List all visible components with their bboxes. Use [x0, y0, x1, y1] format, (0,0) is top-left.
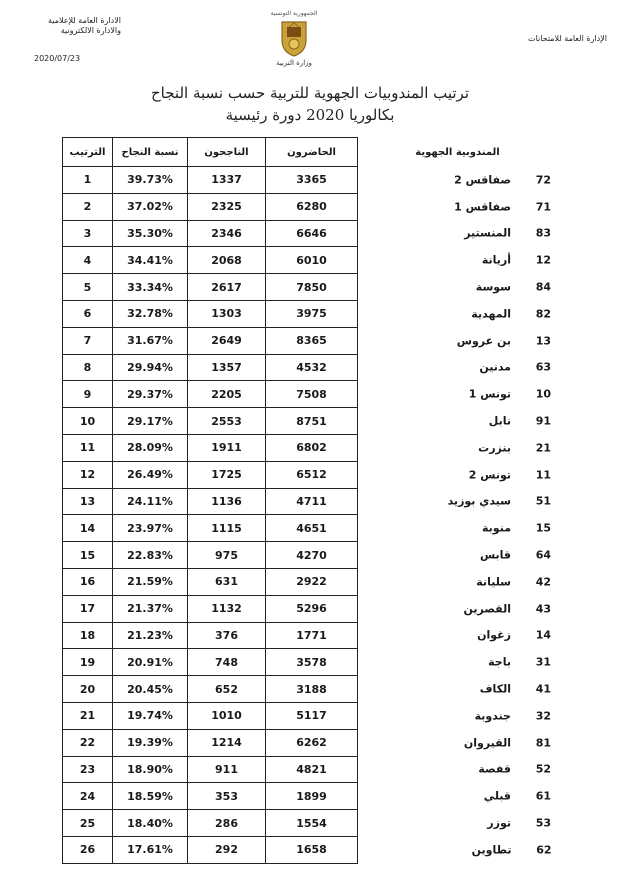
col-header-present: الحاضرون: [266, 138, 358, 167]
region-name: قفصة: [478, 762, 511, 776]
cell-rate: 17.61%: [113, 836, 188, 863]
region-name: نابل: [488, 414, 511, 428]
cell-rank: 13: [63, 488, 113, 515]
cell-rate: 19.39%: [113, 729, 188, 756]
cell-region: [358, 568, 558, 595]
cell-passed: 2205: [188, 381, 266, 408]
cell-region: [358, 327, 558, 354]
table-header-row: [63, 138, 558, 167]
cell-region: [358, 434, 558, 461]
cell-region: [358, 595, 558, 622]
cell-present: 1658: [266, 836, 358, 863]
emblem-icon: [276, 18, 312, 58]
document-date: 2020/07/23: [34, 54, 81, 63]
cell-present: 7508: [266, 381, 358, 408]
cell-present: 3578: [266, 649, 358, 676]
cell-region: [358, 247, 558, 274]
cell-rate: 31.67%: [113, 327, 188, 354]
table-row: [63, 247, 558, 274]
col-header-rate: نسبة النجاح: [113, 138, 188, 167]
region-name: بن عروس: [456, 334, 511, 348]
table-row: [63, 488, 558, 515]
region-code: 81: [535, 736, 551, 750]
region-name: باجة: [488, 655, 511, 669]
table-row: [63, 220, 558, 247]
region-code: 14: [535, 628, 551, 642]
region-code: 83: [535, 226, 551, 240]
region-name: تطاوين: [471, 843, 512, 857]
cell-passed: 2617: [188, 274, 266, 301]
region-code: 41: [535, 682, 551, 696]
cell-rate: 20.91%: [113, 649, 188, 676]
region-name: قابس: [479, 548, 511, 562]
cell-rank: 14: [63, 515, 113, 542]
cell-rank: 5: [63, 274, 113, 301]
cell-rate: 32.78%: [113, 300, 188, 327]
cell-region: [358, 836, 558, 863]
cell-passed: 2325: [188, 193, 266, 220]
cell-present: 6512: [266, 461, 358, 488]
cell-rank: 11: [63, 434, 113, 461]
cell-present: 6262: [266, 729, 358, 756]
col-header-rank: الترتيب: [63, 138, 113, 167]
region-code: 43: [535, 602, 551, 616]
cell-rank: 9: [63, 381, 113, 408]
table-body: [63, 167, 558, 864]
cell-region: [358, 756, 558, 783]
cell-rate: 21.37%: [113, 595, 188, 622]
cell-passed: 911: [188, 756, 266, 783]
table-row: [63, 649, 558, 676]
cell-rank: 4: [63, 247, 113, 274]
cell-rate: 39.73%: [113, 167, 188, 194]
cell-rate: 29.37%: [113, 381, 188, 408]
table-row: [63, 300, 558, 327]
cell-passed: 1303: [188, 300, 266, 327]
col-header-region: المندوبية الجهوية: [415, 146, 500, 158]
cell-rank: 8: [63, 354, 113, 381]
cell-rate: 21.23%: [113, 622, 188, 649]
cell-present: 6280: [266, 193, 358, 220]
table-row: [63, 193, 558, 220]
cell-present: 8365: [266, 327, 358, 354]
logo-caption: وزارة التربية: [276, 59, 312, 67]
cell-rate: 26.49%: [113, 461, 188, 488]
cell-rate: 22.83%: [113, 542, 188, 569]
region-code: 11: [535, 468, 551, 482]
region-code: 62: [536, 843, 552, 857]
cell-rank: 20: [63, 676, 113, 703]
cell-present: 4711: [266, 488, 358, 515]
table-row: [63, 622, 558, 649]
cell-passed: 2649: [188, 327, 266, 354]
cell-passed: 1337: [188, 167, 266, 194]
region-name: المنستير: [464, 226, 511, 240]
cell-region: [358, 542, 558, 569]
cell-rank: 3: [63, 220, 113, 247]
cell-rank: 2: [63, 193, 113, 220]
cell-rate: 33.34%: [113, 274, 188, 301]
ministry-logo: [264, 10, 324, 80]
cell-rank: 16: [63, 568, 113, 595]
cell-rate: 34.41%: [113, 247, 188, 274]
cell-present: 1899: [266, 783, 358, 810]
cell-rate: 23.97%: [113, 515, 188, 542]
table-row: [63, 327, 558, 354]
region-code: 84: [535, 280, 551, 294]
region-code: 12: [535, 253, 551, 267]
cell-rank: 17: [63, 595, 113, 622]
region-name: بنزرت: [478, 441, 511, 455]
cell-rate: 29.94%: [113, 354, 188, 381]
logo-top-text: الجمهورية التونسية: [270, 10, 318, 17]
cell-rank: 22: [63, 729, 113, 756]
cell-region: [358, 300, 558, 327]
cell-passed: 652: [188, 676, 266, 703]
cell-present: 5117: [266, 702, 358, 729]
table-row: [63, 167, 558, 194]
table-row: [63, 810, 558, 837]
cell-present: 4532: [266, 354, 358, 381]
region-name: مدنين: [479, 360, 511, 374]
cell-region: [358, 220, 558, 247]
table-row: [63, 542, 558, 569]
region-code: 52: [535, 762, 551, 776]
cell-rank: 21: [63, 702, 113, 729]
exams-directorate: الإدارة العامة للامتحانات: [528, 34, 607, 43]
table-row: [63, 756, 558, 783]
cell-rate: 24.11%: [113, 488, 188, 515]
issuer-block: [16, 16, 121, 36]
cell-rank: 25: [63, 810, 113, 837]
cell-present: 6646: [266, 220, 358, 247]
cell-region: [358, 810, 558, 837]
region-name: سليانة: [476, 575, 511, 589]
cell-present: 6802: [266, 434, 358, 461]
cell-region: [358, 461, 558, 488]
region-code: 42: [535, 575, 551, 589]
cell-rate: 35.30%: [113, 220, 188, 247]
cell-region: [358, 381, 558, 408]
cell-region: [358, 702, 558, 729]
region-code: 21: [535, 441, 551, 455]
cell-rate: 20.45%: [113, 676, 188, 703]
region-code: 63: [535, 360, 551, 374]
region-code: 71: [535, 200, 551, 214]
cell-passed: 292: [188, 836, 266, 863]
region-code: 72: [535, 173, 551, 187]
cell-rate: 18.40%: [113, 810, 188, 837]
cell-rate: 18.59%: [113, 783, 188, 810]
cell-region: [358, 408, 558, 435]
cell-rate: 29.17%: [113, 408, 188, 435]
table-row: [63, 595, 558, 622]
cell-present: 3975: [266, 300, 358, 327]
region-name: أريانة: [481, 253, 511, 267]
region-code: 51: [535, 494, 551, 508]
cell-passed: 1725: [188, 461, 266, 488]
region-code: 31: [535, 655, 551, 669]
cell-region: [358, 676, 558, 703]
region-code: 53: [535, 816, 551, 830]
cell-rank: 18: [63, 622, 113, 649]
table-row: [63, 729, 558, 756]
cell-passed: 1214: [188, 729, 266, 756]
cell-region: [358, 729, 558, 756]
table-row: [63, 434, 558, 461]
page-title: ترتيب المندوبيات الجهوية للتربية حسب نسبة النجاح: [150, 84, 470, 102]
region-name: توزر: [487, 816, 511, 830]
cell-rank: 1: [63, 167, 113, 194]
cell-rank: 24: [63, 783, 113, 810]
cell-region: [358, 783, 558, 810]
cell-rate: 19.74%: [113, 702, 188, 729]
cell-present: 4651: [266, 515, 358, 542]
cell-rank: 7: [63, 327, 113, 354]
cell-present: 1554: [266, 810, 358, 837]
page-subtitle: بكالوريا 2020 دورة رئيسية: [225, 106, 395, 124]
cell-present: 5296: [266, 595, 358, 622]
cell-present: 1771: [266, 622, 358, 649]
cell-passed: 1357: [188, 354, 266, 381]
cell-passed: 975: [188, 542, 266, 569]
cell-present: 8751: [266, 408, 358, 435]
cell-region: [358, 622, 558, 649]
table-row: [63, 568, 558, 595]
cell-passed: 1911: [188, 434, 266, 461]
cell-rank: 6: [63, 300, 113, 327]
cell-present: 6010: [266, 247, 358, 274]
cell-rank: 12: [63, 461, 113, 488]
region-name: القصرين: [463, 602, 511, 616]
region-name: صفاقس 2: [454, 173, 511, 187]
region-code: 91: [535, 414, 551, 428]
cell-rate: 18.90%: [113, 756, 188, 783]
region-name: قبلي: [483, 789, 511, 803]
cell-region: [358, 167, 558, 194]
cell-region: [358, 193, 558, 220]
region-name: زغوان: [477, 628, 511, 642]
table-row: [63, 408, 558, 435]
region-name: المهدية: [471, 307, 511, 321]
region-code: 13: [535, 334, 551, 348]
region-name: سيدي بوزيد: [447, 494, 511, 508]
table-row: [63, 515, 558, 542]
region-code: 15: [535, 521, 551, 535]
cell-present: 2922: [266, 568, 358, 595]
region-code: 82: [535, 307, 551, 321]
cell-rank: 26: [63, 836, 113, 863]
cell-region: [358, 354, 558, 381]
table-row: [63, 461, 558, 488]
table-row: [63, 381, 558, 408]
region-code: 10: [535, 387, 551, 401]
ranking-table: [62, 137, 558, 864]
cell-region: [358, 649, 558, 676]
table-row: [63, 676, 558, 703]
cell-present: 4821: [266, 756, 358, 783]
region-name: سوسة: [475, 280, 511, 294]
cell-passed: 376: [188, 622, 266, 649]
cell-present: 3188: [266, 676, 358, 703]
region-name: الكاف: [479, 682, 511, 696]
cell-passed: 1115: [188, 515, 266, 542]
cell-passed: 748: [188, 649, 266, 676]
cell-passed: 2346: [188, 220, 266, 247]
table-row: [63, 702, 558, 729]
cell-rank: 15: [63, 542, 113, 569]
cell-rate: 21.59%: [113, 568, 188, 595]
cell-passed: 2553: [188, 408, 266, 435]
cell-rank: 10: [63, 408, 113, 435]
cell-present: 3365: [266, 167, 358, 194]
cell-rate: 28.09%: [113, 434, 188, 461]
cell-passed: 1136: [188, 488, 266, 515]
region-name: تونس 2: [468, 468, 511, 482]
region-code: 61: [535, 789, 551, 803]
table-row: [63, 783, 558, 810]
table-row: [63, 274, 558, 301]
col-header-passed: الناجحون: [188, 138, 266, 167]
cell-passed: 1132: [188, 595, 266, 622]
cell-rank: 19: [63, 649, 113, 676]
region-code: 32: [535, 709, 551, 723]
cell-region: [358, 488, 558, 515]
cell-passed: 286: [188, 810, 266, 837]
region-code: 64: [535, 548, 551, 562]
cell-passed: 353: [188, 783, 266, 810]
cell-passed: 2068: [188, 247, 266, 274]
cell-rate: 37.02%: [113, 193, 188, 220]
region-name: منوبة: [482, 521, 511, 535]
region-name: صفاقس 1: [454, 200, 511, 214]
table-row: [63, 836, 558, 863]
cell-region: [358, 515, 558, 542]
table-row: [63, 354, 558, 381]
cell-present: 7850: [266, 274, 358, 301]
region-name: جندوبة: [474, 709, 511, 723]
cell-passed: 631: [188, 568, 266, 595]
cell-region: [358, 274, 558, 301]
region-name: القيروان: [463, 736, 511, 750]
issuer-line-2: والادارة الالكترونية: [60, 26, 121, 35]
issuer-line-1: الادارة العامة للإعلامية: [48, 16, 121, 25]
cell-present: 4270: [266, 542, 358, 569]
cell-rank: 23: [63, 756, 113, 783]
cell-passed: 1010: [188, 702, 266, 729]
region-name: تونس 1: [468, 387, 511, 401]
